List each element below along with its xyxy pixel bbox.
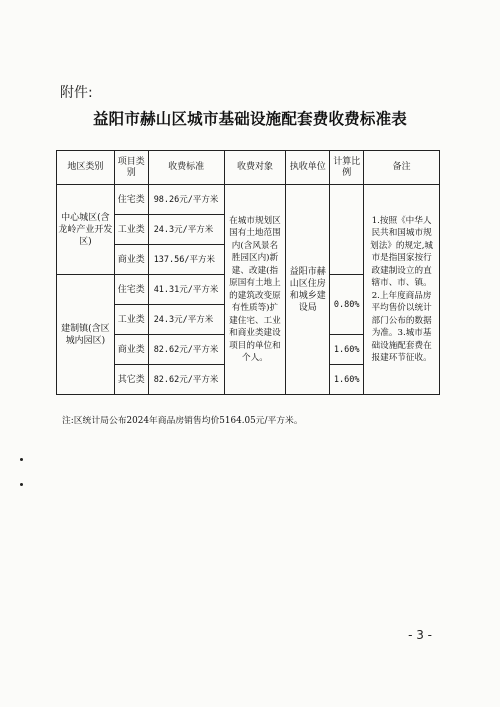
header-object: 收费对象 (224, 151, 286, 185)
rate-cell: 24.3元/平方米 (148, 305, 224, 335)
ratio-town-commercial: 1.60% (330, 335, 364, 365)
rate-cell: 41.31元/平方米 (148, 275, 224, 305)
header-standard: 收费标准 (148, 151, 224, 185)
page-number: - 3 - (408, 628, 432, 642)
header-project: 项目类别 (114, 151, 148, 185)
rate-cell: 82.62元/平方米 (148, 335, 224, 365)
table-header-row (57, 151, 440, 185)
project-cell: 住宅类 (114, 185, 148, 215)
rate-cell: 82.62元/平方米 (148, 365, 224, 395)
page-title: 益阳市赫山区城市基础设施配套费收费标准表 (92, 109, 407, 128)
rate-cell: 137.56/平方米 (148, 245, 224, 275)
rate-cell: 98.26元/平方米 (148, 185, 224, 215)
ratio-town-residential: 0.80% (330, 275, 364, 335)
header-region: 地区类别 (57, 151, 115, 185)
annex-label: 附件: (60, 85, 93, 101)
margin-dot (20, 483, 23, 486)
project-cell: 商业类 (114, 335, 148, 365)
header-ratio: 计算比例 (330, 151, 364, 185)
agency-cell: 益阳市赫山区住房和城乡建设局 (286, 185, 330, 395)
table-row (57, 185, 440, 215)
project-cell: 工业类 (114, 215, 148, 245)
project-cell: 工业类 (114, 305, 148, 335)
header-remark: 备注 (364, 151, 440, 185)
ratio-town-other: 1.60% (330, 365, 364, 395)
remark-cell: 1.按照《中华人民共和国城市规划法》的规定,城市是指国家按行政建制设立的直辖市、市、镇。2.上年度商品房平均售价以统计部门公布的数据为准。3.城市基础设施配套费在报建环节征收。 (364, 185, 440, 395)
header-agency: 执收单位 (286, 151, 330, 185)
margin-dot (20, 458, 23, 461)
rate-cell: 24.3元/平方米 (148, 215, 224, 245)
ratio-center (330, 185, 364, 275)
project-cell: 住宅类 (114, 275, 148, 305)
region-town: 建制镇(含区城内园区) (57, 275, 115, 395)
footnote: 注:区统计局公布2024年商品房销售均价5164.05元/平方米。 (62, 416, 303, 426)
fee-standard-table (56, 150, 440, 395)
region-center: 中心城区(含龙岭产业开发区) (57, 185, 115, 275)
object-cell: 在城市规划区国有土地范围内(含风景名胜园区内)新建、改建(指原国有土地上的建筑改变原有性质等)扩建住宅、工业和商业类建设项目的单位和个人。 (224, 185, 286, 395)
project-cell: 其它类 (114, 365, 148, 395)
project-cell: 商业类 (114, 245, 148, 275)
